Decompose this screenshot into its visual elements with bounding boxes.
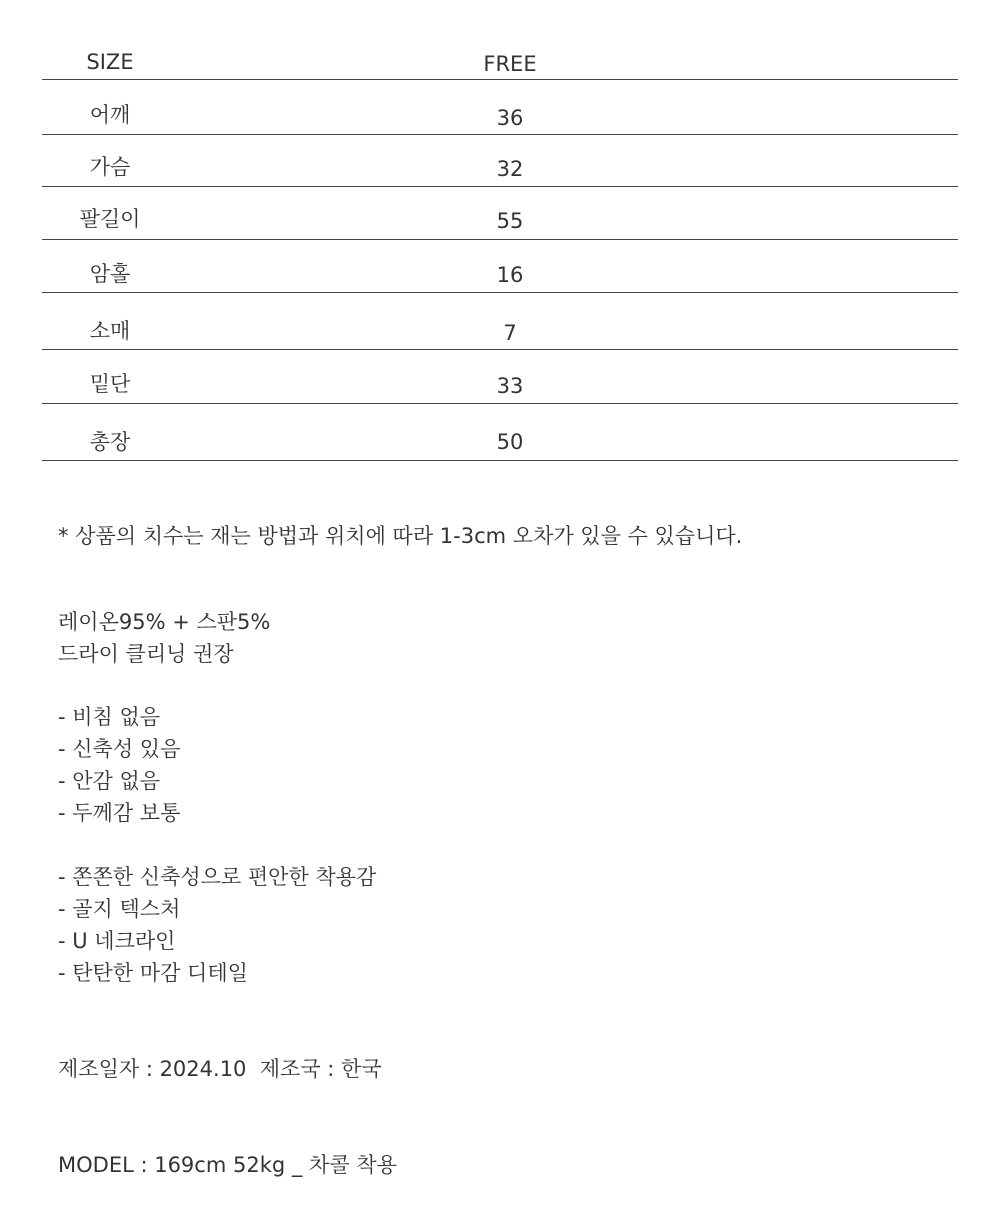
row-label: 총장 xyxy=(89,430,131,454)
features-list xyxy=(58,861,376,989)
material-section xyxy=(58,606,270,670)
table-row xyxy=(42,404,958,461)
row-label: 암홀 xyxy=(89,262,131,286)
row-value: 32 xyxy=(496,157,524,181)
row-label: 팔길이 xyxy=(79,207,141,231)
row-label: 가슴 xyxy=(89,155,131,179)
list-item: - 두께감 보통 xyxy=(58,801,181,825)
measurement-notice xyxy=(58,520,742,552)
list-item: - 골지 텍스처 xyxy=(58,897,181,921)
row-label: 어깨 xyxy=(89,103,131,127)
row-value: 33 xyxy=(496,374,524,398)
list-item: - U 네크라인 xyxy=(58,929,176,953)
row-value: 7 xyxy=(503,321,517,345)
list-item: - 비침 없음 xyxy=(58,705,161,729)
row-label: 밑단 xyxy=(89,372,131,396)
row-label: 소매 xyxy=(89,319,131,343)
list-item: - 신축성 있음 xyxy=(58,737,181,761)
row-value: 36 xyxy=(496,106,524,130)
table-row xyxy=(42,135,958,187)
list-item: - 탄탄한 마감 디테일 xyxy=(58,961,248,985)
model-text: MODEL : 169cm 52kg _ 차콜 착용 xyxy=(58,1153,397,1177)
list-item: - 쫀쫀한 신축성으로 편안한 착용감 xyxy=(58,865,377,889)
table-header-row xyxy=(42,40,958,80)
table-row xyxy=(42,240,958,293)
model-info xyxy=(58,1149,397,1181)
table-row xyxy=(42,293,958,350)
table-row xyxy=(42,80,958,135)
table-row xyxy=(42,187,958,240)
size-table xyxy=(42,40,958,461)
row-value: 50 xyxy=(496,430,524,454)
header-size-label: SIZE xyxy=(86,50,134,74)
row-value: 16 xyxy=(496,263,524,287)
manufacture-text: 제조일자 : 2024.10 제조국 : 한국 xyxy=(58,1057,382,1081)
properties-list xyxy=(58,701,180,829)
fabric-composition: 레이온95% + 스판5% xyxy=(58,610,271,634)
care-instruction: 드라이 클리닝 권장 xyxy=(58,642,234,666)
manufacture-info xyxy=(58,1053,382,1085)
row-value: 55 xyxy=(496,209,524,233)
notice-text: * 상품의 치수는 재는 방법과 위치에 따라 1-3cm 오차가 있을 수 있습니다. xyxy=(58,524,743,548)
table-row xyxy=(42,350,958,404)
list-item: - 안감 없음 xyxy=(58,769,161,793)
header-free-label: FREE xyxy=(483,52,537,76)
